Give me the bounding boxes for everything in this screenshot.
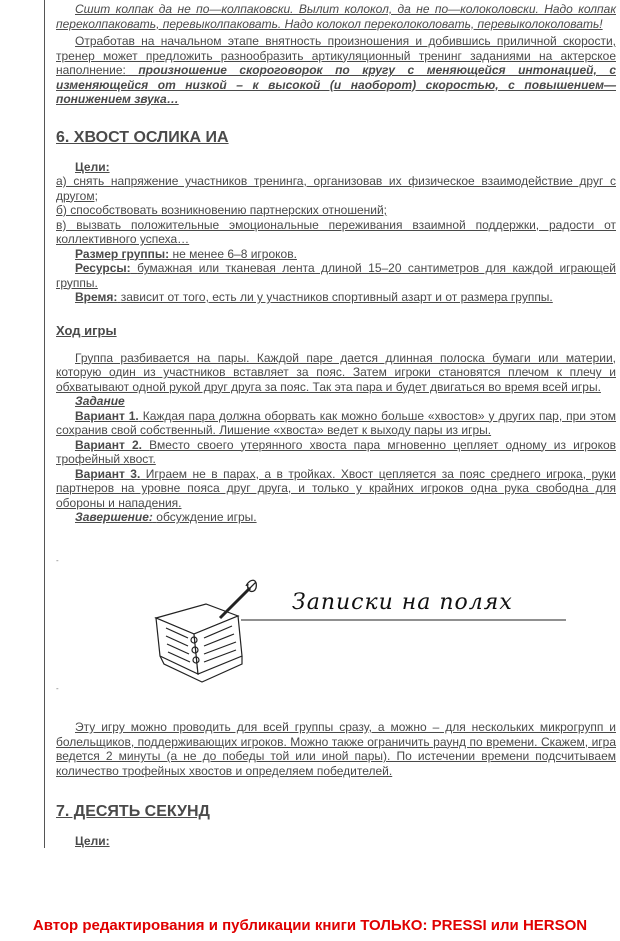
game-course-text: Группа разбивается на пары. Каждой паре дается длинная полоска бумаги или материи, которую один из участников вставляет за пояс. Затем игроки становятся плечом к плечу и обхватывают одной рукой друг друга за пояс. Так эта пара и будет двигаться во время всей игры.	[56, 350, 616, 394]
tongue-twister-text: Сшит колпак да не по—колпаковски. Вылит колокол, да не по—колоколовски. Надо колпак переколпаковать, перевыколпаковать. Надо колокол переколоколовать, перевыколоколовать!	[56, 2, 616, 31]
group-size	[56, 247, 616, 262]
notes-content	[56, 720, 616, 849]
completion	[56, 510, 616, 525]
time	[56, 290, 616, 305]
goals-label: Цели:	[75, 159, 110, 174]
variant-3-text: Играем не в парах, а в тройках. Хвост цепляется за пояс среднего игрока, руки партнеров на уровне пояса друг друга, и только у крайних игроков одна рука свободна для обороны и нападения.	[56, 466, 616, 510]
notes-text: Эту игру можно проводить для всей группы сразу, а можно – для нескольких микрогрупп и болельщиков, поддерживающих игроков. Можно также ограничить раунд по времени. Скажем, игра ведется 2 минуты (а не до победы той или иной пары). По истечении времени подсчитываем количество трофейных хвостов и определяем победителей.	[56, 720, 616, 778]
notes-title: Записки на полях	[292, 590, 513, 615]
section-6-title: 6. ХВОСТ ОСЛИКА ИА	[56, 128, 229, 146]
goal-b: б) способствовать возникновению партнерских отношений;	[56, 203, 388, 217]
publisher-banner: Автор редактирования и публикации книги ТОЛЬКО: PRESSI или HERSON	[32, 917, 588, 934]
variant-2-text: Вместо своего утерянного хвоста пара мгновенно цепляет одному из игроков трофейный хвост.	[56, 437, 616, 466]
time-label: Время:	[75, 290, 118, 304]
resources	[56, 261, 616, 290]
resources-value: бумажная или тканевая лента длиной 15–20 сантиметров для каждой играющей группы.	[56, 261, 616, 290]
intro-text: Отработав на начальном этапе внятность произношения и добившись приличной скорости, тренер может предложить разнообразить артикуляционный тренинг заданиями на актерское наполнение:	[56, 34, 616, 77]
goal-c: в) вызвать положительные эмоциональные переживания взаимной поддержки, радости от коллективного успеха…	[56, 217, 616, 246]
variant-3	[56, 467, 616, 511]
variant-1-label: Вариант 1.	[75, 408, 139, 423]
completion-label: Завершение:	[75, 510, 153, 524]
page-content	[56, 0, 616, 525]
margin-rule	[44, 0, 45, 848]
completion-text: обсуждение игры.	[156, 510, 257, 524]
section-7-title: 7. ДЕСЯТЬ СЕКУНД	[56, 803, 210, 820]
ornament-tick: -	[56, 684, 59, 693]
task-label: Задание	[75, 394, 125, 408]
resources-label: Ресурсы:	[75, 261, 131, 275]
goal-a: а) снять напряжение участников тренинга, организовав их физическое взаимодействие друг с другом;	[56, 174, 616, 203]
group-size-value: не менее 6–8 игроков.	[172, 246, 297, 261]
pen-icon	[220, 580, 256, 618]
variant-1	[56, 409, 616, 438]
variant-2-label: Вариант 2.	[75, 437, 142, 452]
ornament-tick: -	[56, 556, 59, 565]
intro-paragraph	[56, 34, 616, 107]
game-course-title: Ход игры	[56, 322, 117, 338]
time-value: зависит от того, есть ли у участников спортивный азарт и от размера группы.	[120, 290, 553, 304]
variant-2	[56, 438, 616, 467]
variant-1-text: Каждая пара должна оборвать как можно больше «хвостов» у других пар, при этом сохранив свой собственный. Лишение «хвоста» ведет к выходу пары из игры.	[56, 408, 617, 437]
section-7-goals-label: Цели:	[75, 834, 110, 848]
group-size-label: Размер группы:	[75, 246, 170, 261]
intro-emphasis: произношение скороговорок по кругу с меняющейся интонацией, с изменяющейся от низкой – к высокой (и наоборот) скоростью, с повышением—понижением звука…	[56, 63, 616, 106]
notebook-icon	[156, 604, 242, 682]
variant-3-label: Вариант 3.	[75, 466, 141, 481]
